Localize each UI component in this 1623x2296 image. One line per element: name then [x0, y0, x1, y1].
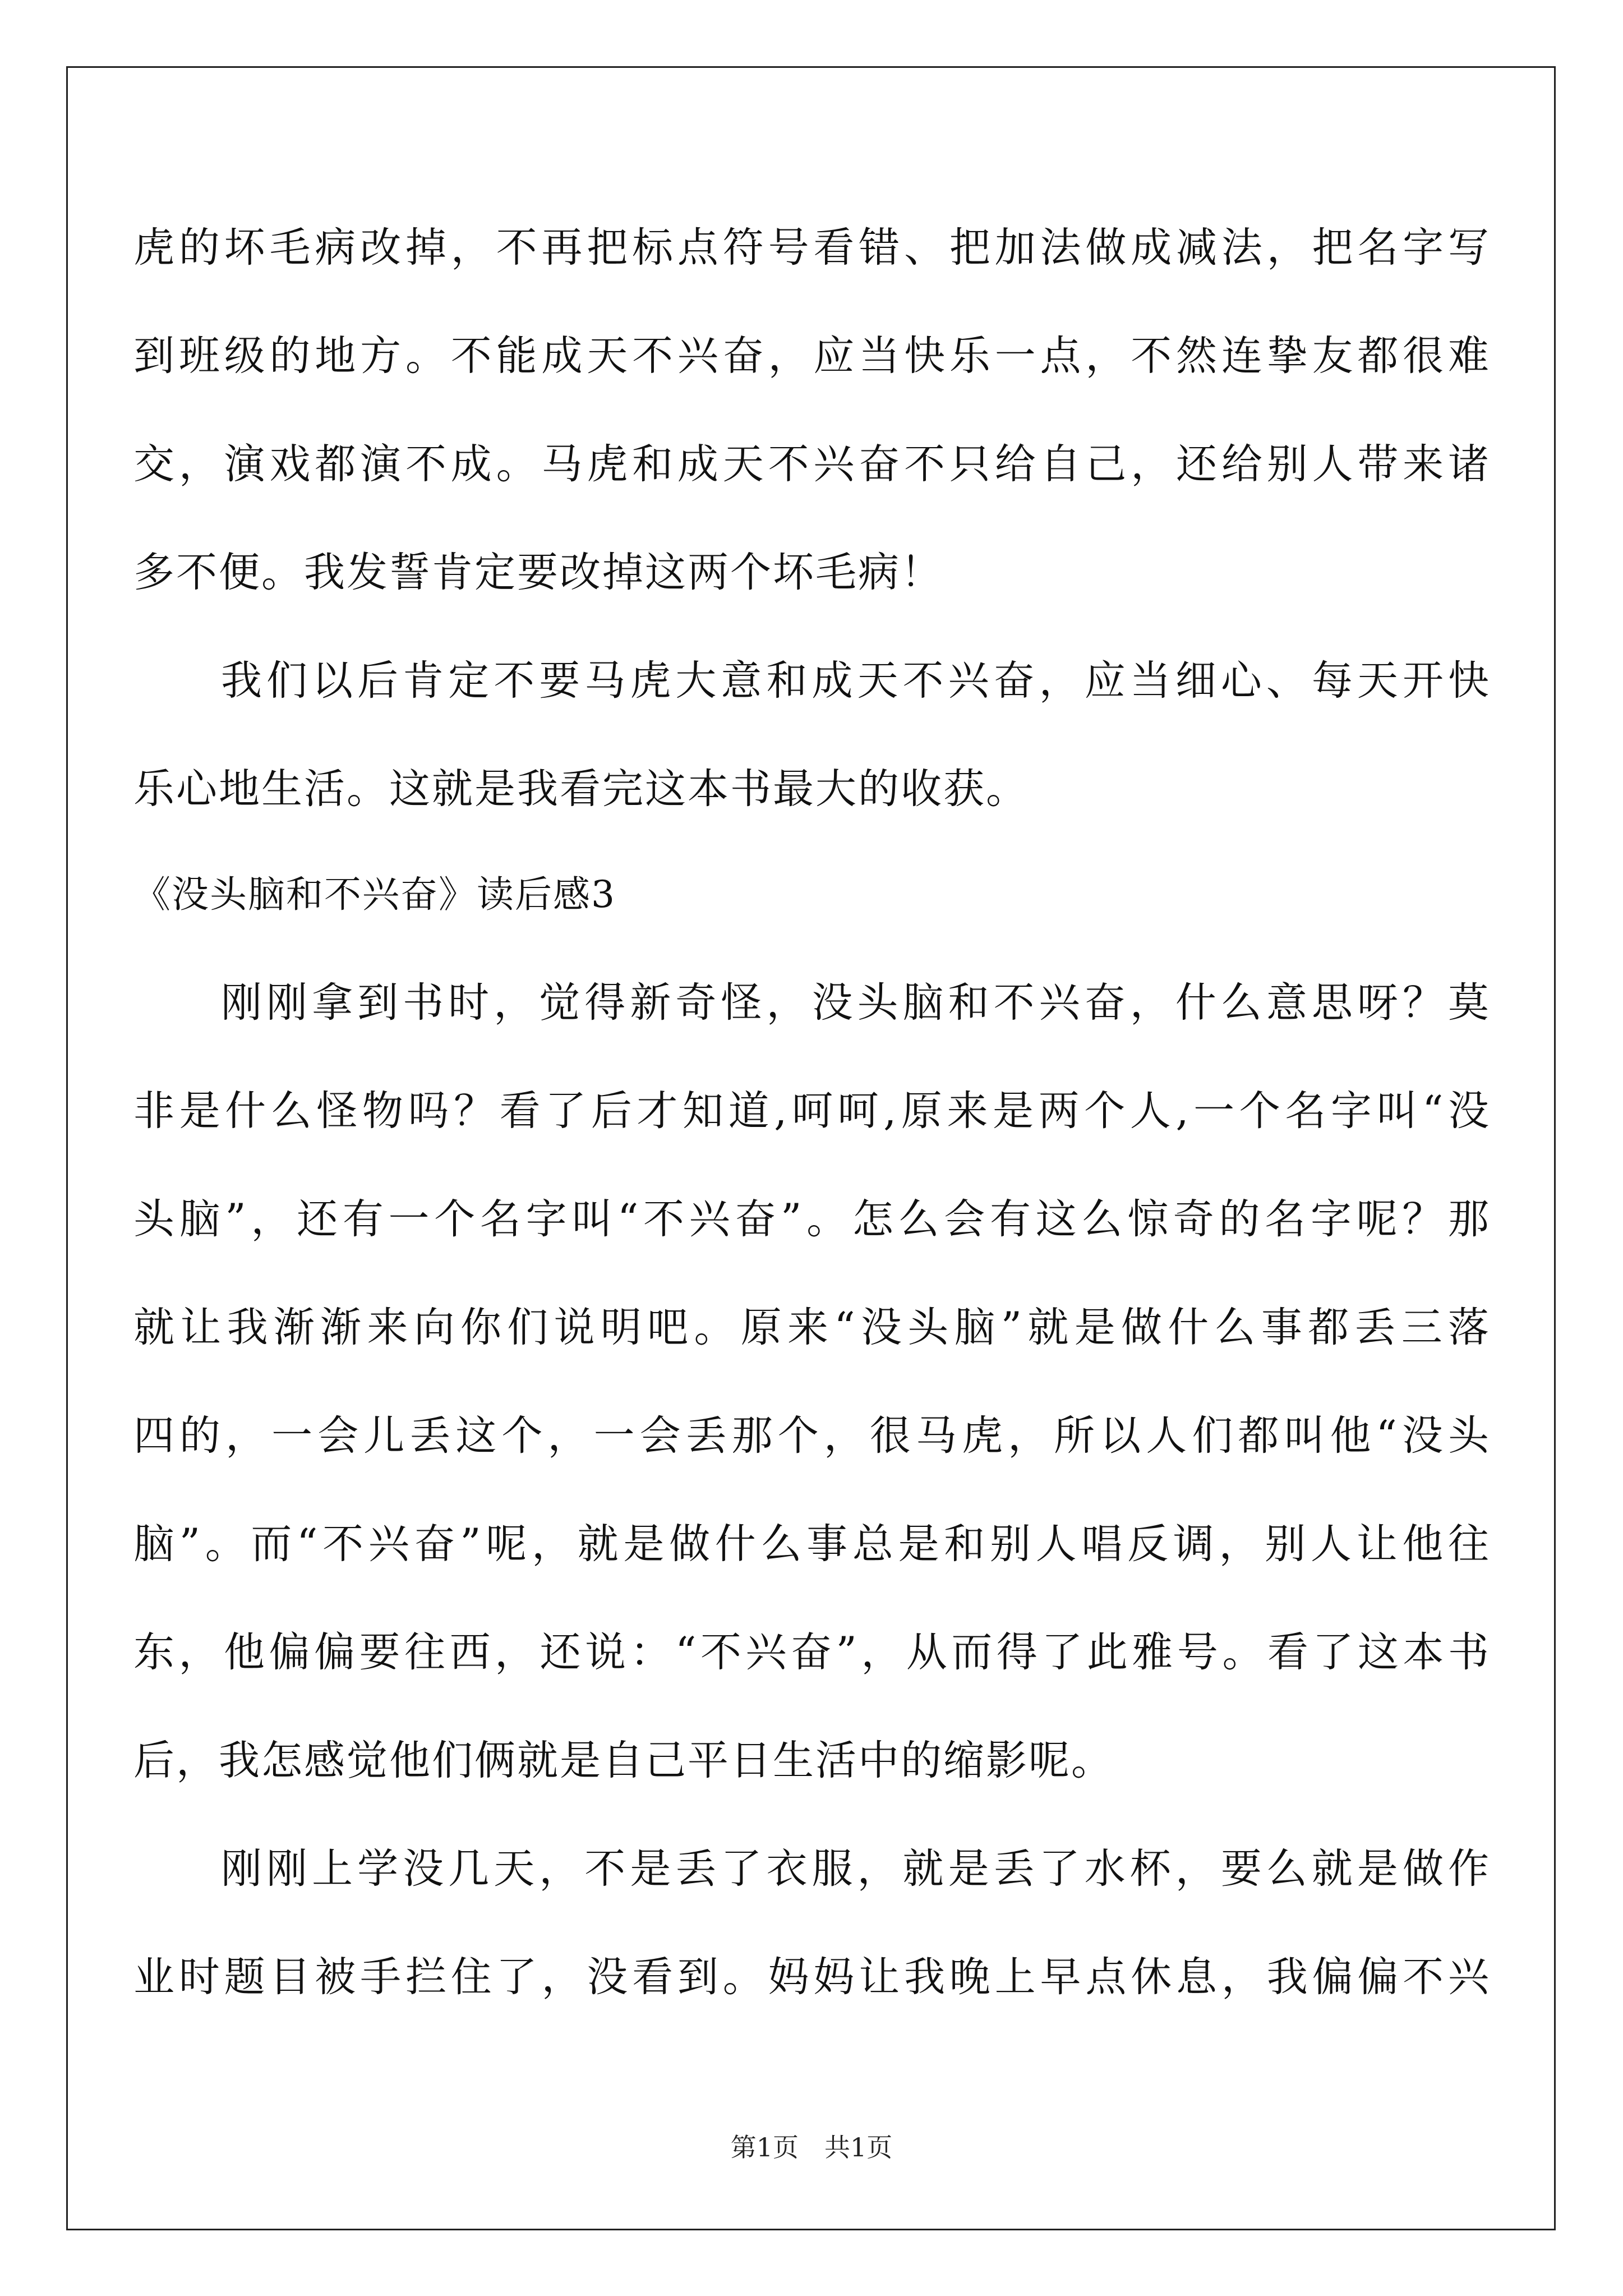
text-line: 虎的坏毛病改掉，不再把标点符号看错、把加法做成减法，把名字写	[133, 224, 1491, 272]
paragraph-start-line: 刚刚上学没几天，不是丢了衣服，就是丢了水杯，要么就是做作	[221, 1845, 1491, 1893]
page-border	[66, 66, 1556, 2230]
text-line: 交，演戏都演不成。马虎和成天不兴奋不只给自己，还给别人带来诸	[133, 440, 1491, 488]
text-line: 头脑”，还有一个名字叫“不兴奋”。怎么会有这么惊奇的名字呢？那	[133, 1195, 1491, 1243]
page-number-footer: 第1页 共1页	[730, 2132, 893, 2162]
text-line: 乐心地生活。这就是我看完这本书最大的收获。	[133, 765, 1029, 813]
text-line: 后，我怎感觉他们俩就是自己平日生活中的缩影呢。	[133, 1737, 1114, 1784]
text-line: 多不便。我发誓肯定要改掉这两个坏毛病！	[133, 549, 943, 596]
text-line: 四的，一会儿丢这个，一会丢那个，很马虎，所以人们都叫他“没头	[133, 1412, 1491, 1460]
section-heading: 《没头脑和不兴奋》读后感3	[133, 873, 616, 916]
paragraph-start-line: 我们以后肯定不要马虎大意和成天不兴奋，应当细心、每天开快	[221, 657, 1491, 705]
paragraph-start-line: 刚刚拿到书时，觉得新奇怪，没头脑和不兴奋，什么意思呀？莫	[221, 979, 1491, 1027]
text-line: 业时题目被手拦住了，没看到。妈妈让我晚上早点休息，我偏偏不兴	[133, 1953, 1491, 2001]
text-line: 就让我渐渐来向你们说明吧。原来“没头脑”就是做什么事都丢三落	[133, 1304, 1491, 1351]
text-line: 非是什么怪物吗？看了后才知道,呵呵,原来是两个人,一个名字叫“没	[133, 1087, 1491, 1135]
text-line: 东，他偏偏要往西，还说：“不兴奋”，从而得了此雅号。看了这本书	[133, 1628, 1491, 1676]
text-line: 脑”。而“不兴奋”呢，就是做什么事总是和别人唱反调，别人让他往	[133, 1520, 1491, 1568]
text-line: 到班级的地方。不能成天不兴奋，应当快乐一点，不然连挚友都很难	[133, 332, 1491, 380]
